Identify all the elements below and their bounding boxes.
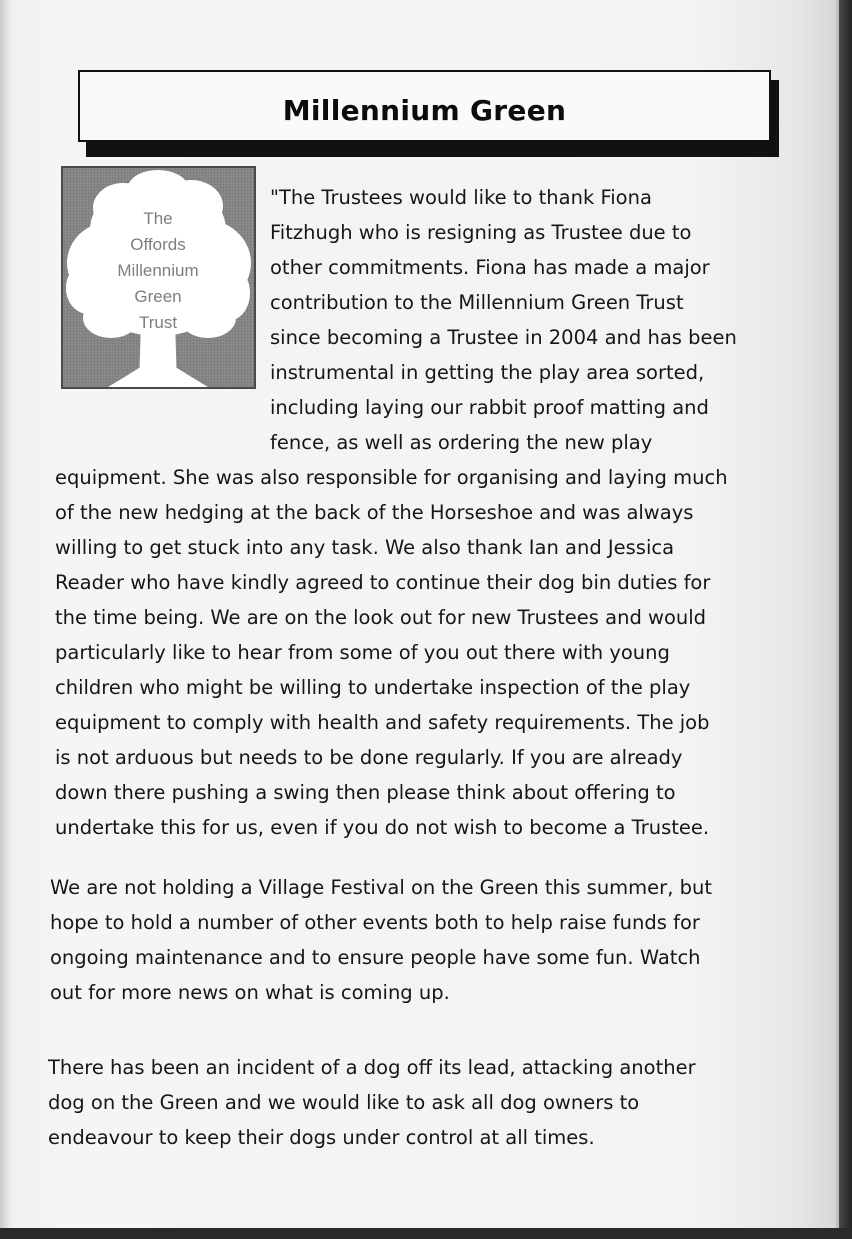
text-line: ongoing maintenance and to ensure people have some fun. Watch (50, 946, 701, 969)
text-line: out for more news on what is coming up. (50, 981, 450, 1004)
text-line: "The Trustees would like to thank Fiona (270, 186, 652, 209)
dog-control-paragraph (48, 1050, 783, 1155)
trustees-paragraph-bottom (55, 460, 790, 845)
text-line: down there pushing a swing then please think about offering to (55, 781, 676, 804)
text-line: willing to get stuck into any task. We also thank Ian and Jessica (55, 536, 675, 559)
title-box (78, 70, 771, 142)
millennium-green-trust-logo (61, 166, 256, 389)
text-line: other commitments. Fiona has made a major (270, 256, 710, 279)
logo-line: Offords (130, 235, 186, 254)
text-line: particularly like to hear from some of you out there with young (55, 641, 670, 664)
page-bottom-shadow (0, 1228, 852, 1239)
logo-line: Trust (138, 313, 178, 332)
trustees-paragraph-top (270, 180, 790, 460)
text-line: fence, as well as ordering the new play (270, 431, 653, 454)
logo-line: The (143, 209, 173, 228)
text-line: dog on the Green and we would like to ask all dog owners to (48, 1091, 640, 1114)
page-title: Millennium Green (282, 93, 567, 127)
text-line: hope to hold a number of other events both to help raise funds for (50, 911, 700, 934)
text-line: There has been an incident of a dog off its lead, attacking another (48, 1056, 696, 1079)
festival-paragraph (50, 870, 785, 1010)
text-line: since becoming a Trustee in 2004 and has been (270, 326, 737, 349)
text-line: contribution to the Millennium Green Trust (270, 291, 684, 314)
text-line: endeavour to keep their dogs under control at all times. (48, 1126, 595, 1149)
text-line: equipment. She was also responsible for organising and laying much (55, 466, 728, 489)
text-line: Fitzhugh who is resigning as Trustee due to (270, 221, 692, 244)
text-line: undertake this for us, even if you do not wish to become a Trustee. (55, 816, 710, 839)
logo-line: Millennium (117, 261, 199, 280)
text-line: equipment to comply with health and safety requirements. The job (55, 711, 710, 734)
text-line: is not arduous but needs to be done regularly. If you are already (55, 746, 683, 769)
text-line: children who might be willing to undertake inspection of the play (55, 676, 691, 699)
text-line: instrumental in getting the play area sorted, (270, 361, 705, 384)
text-line: Reader who have kindly agreed to continue their dog bin duties for (55, 571, 711, 594)
text-line: of the new hedging at the back of the Horseshoe and was always (55, 501, 694, 524)
logo-line: Green (134, 287, 182, 306)
logo-text (93, 206, 223, 336)
text-line: We are not holding a Village Festival on the Green this summer, but (50, 876, 712, 899)
page-edge-shadow (839, 0, 852, 1239)
text-line: the time being. We are on the look out for new Trustees and would (55, 606, 707, 629)
text-line: including laying our rabbit proof matting and (270, 396, 709, 419)
